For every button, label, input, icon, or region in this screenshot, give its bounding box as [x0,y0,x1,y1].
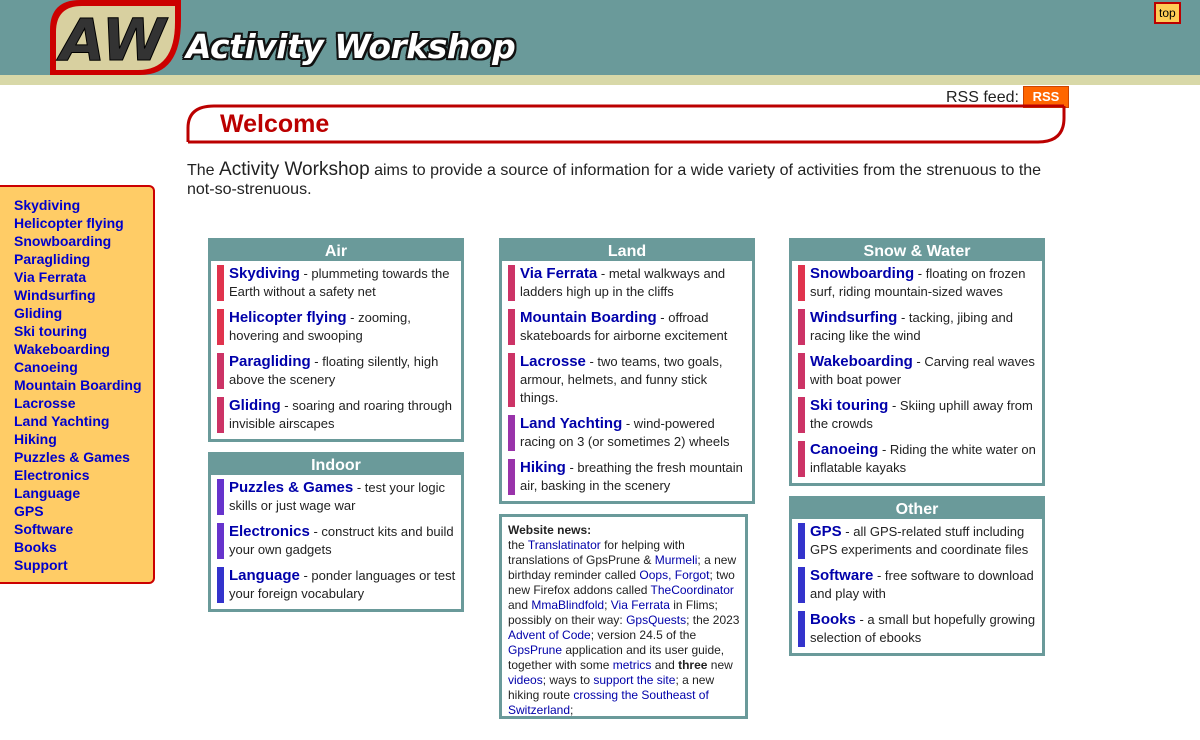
intro-text-post: aims to provide a source of information for a wide variety of activities from the strenuous to the not-so-strenuous. [187,162,1042,198]
color-bar [798,441,805,477]
sidebar-link[interactable]: Electronics [14,467,90,483]
intro-site-name: Activity Workshop [219,159,370,180]
list-item [796,397,1038,433]
color-bar [217,265,224,301]
top-link[interactable]: top [1154,2,1181,24]
activity-desc: - construct kits and build your own gadgets [229,524,454,557]
activity-desc: - test your logic skills or just wage war [229,480,445,513]
activity-desc: - two teams, two goals, armour, helmets, and funny stick things. [520,354,723,405]
news-bold: three [678,658,708,672]
sidebar-item-snowboarding [14,232,153,250]
sidebar-item-helicopter-flying [14,214,153,232]
sidebar-link[interactable]: Via Ferrata [14,269,87,285]
color-bar [508,309,515,345]
activity-desc: - all GPS-related stuff including GPS experiments and coordinate files [810,524,1029,557]
color-bar [217,353,224,389]
site-header [0,0,1200,75]
news-link[interactable]: MmaBlindfold [531,598,605,612]
activity-link[interactable]: Helicopter flying [229,309,347,326]
news-link[interactable]: Oops, Forgot [639,568,710,582]
activity-link[interactable]: Electronics [229,523,310,540]
news-text: and [651,658,679,672]
color-bar [798,353,805,389]
sidebar-link[interactable]: Hiking [14,431,57,447]
activity-link[interactable]: GPS [810,523,842,540]
color-bar [217,479,224,515]
header-strip [0,75,1200,85]
news-text: in Flims; possibly on their way: [508,598,718,627]
activity-link[interactable]: Puzzles & Games [229,479,354,496]
color-bar [508,415,515,451]
sidebar-item-via-ferrata [14,268,153,286]
news-text: ; two new Firefox addons called [508,568,735,597]
sidebar-item-language [14,484,153,502]
list-item [796,265,1038,301]
activity-link[interactable]: Via Ferrata [520,265,598,282]
page-title: Welcome [220,110,330,138]
color-bar [508,353,515,407]
news-link[interactable]: videos [508,673,543,687]
list-item [215,397,457,433]
color-bar [217,309,224,345]
news-link[interactable]: TheCoordinator [650,583,734,597]
activity-desc: - a small but hopefully growing selection of ebooks [810,612,1036,645]
color-bar [508,265,515,301]
list-item [796,353,1038,389]
news-text: for helping with translations of GpsPrune & [508,538,685,567]
sidebar-item-electronics [14,466,153,484]
activity-link[interactable]: Books [810,611,856,628]
list-item [506,353,748,407]
news-text: the [508,538,528,552]
news-link[interactable]: metrics [612,658,652,672]
color-bar [798,523,805,559]
activity-desc: - Carving real waves with boat power [810,354,1035,387]
activity-link[interactable]: Skydiving [229,265,300,282]
activity-desc: - metal walkways and ladders high up in the cliffs [520,266,726,299]
activity-workshop-logo[interactable] [50,0,181,75]
list-item [506,309,748,345]
sidebar-link[interactable]: Ski touring [14,323,88,339]
list-item [796,523,1038,559]
sidebar-item-windsurfing [14,286,153,304]
activity-desc: - soaring and roaring through invisible airscapes [229,398,452,431]
news-text: application and its user guide, together with some [508,643,725,672]
list-item [506,459,748,495]
sidebar-link[interactable]: Language [14,485,81,501]
activity-link[interactable]: Land Yachting [520,415,623,432]
activity-desc: - zooming, hovering and swooping [229,310,411,343]
activity-desc: - Riding the white water on inflatable kayaks [810,442,1036,475]
sidebar-link[interactable]: Land Yachting [14,413,110,429]
news-text: ; [604,598,611,612]
list-item [215,265,457,301]
activity-link[interactable]: Snowboarding [810,265,915,282]
color-bar [217,397,224,433]
intro-text [187,160,1057,199]
activity-link[interactable]: Ski touring [810,397,889,414]
activity-link[interactable]: Software [810,567,874,584]
color-bar [798,397,805,433]
color-bar [798,567,805,603]
activity-desc: - floating on frozen surf, riding mountain-sized waves [810,266,1026,299]
news-link[interactable]: Advent of Code [508,628,591,642]
activity-link[interactable]: Lacrosse [520,353,586,370]
category-box-snow-water [789,238,1045,486]
news-text: and [508,598,532,612]
sidebar-link[interactable]: Lacrosse [14,395,76,411]
site-title[interactable]: Activity Workshop [186,27,516,66]
list-item [506,415,748,451]
activity-desc: - Skiing uphill away from the crowds [810,398,1033,431]
sidebar-item-gliding [14,304,153,322]
sidebar-link[interactable]: Snowboarding [14,233,112,249]
activity-link[interactable]: Language [229,567,300,584]
website-news [499,514,748,719]
list-item [506,265,748,301]
color-bar [798,309,805,345]
activity-link[interactable]: Paragliding [229,353,311,370]
sidebar-item-ski-touring [14,322,153,340]
sidebar-item-wakeboarding [14,340,153,358]
news-heading: Website news: [508,523,592,537]
sidebar-link[interactable]: Support [14,557,68,573]
color-bar [798,265,805,301]
list-item [796,441,1038,477]
activity-link[interactable]: Mountain Boarding [520,309,657,326]
activity-link[interactable]: Hiking [520,459,566,476]
list-item [215,309,457,345]
sidebar-link[interactable]: Helicopter flying [14,215,124,231]
sidebar-item-hiking [14,430,153,448]
box-title: Indoor [211,455,461,475]
activity-desc: - ponder languages or test your foreign vocabulary [229,568,456,601]
sidebar-nav [0,185,155,584]
intro-text-pre: The [187,162,220,179]
news-link[interactable]: Translatinator [527,538,601,552]
news-link[interactable]: support the site [593,673,676,687]
news-link[interactable]: Murmeli [654,553,698,567]
rss-label: RSS feed: [946,89,1019,106]
sidebar-link[interactable]: Gliding [14,305,63,321]
list-item [796,567,1038,603]
news-link[interactable]: GpsQuests [626,613,687,627]
sidebar-link[interactable]: Wakeboarding [14,341,110,357]
category-box-air [208,238,464,442]
news-text: new [707,658,733,672]
activity-desc: - floating silently, high above the scenery [229,354,439,387]
sidebar-item-software [14,520,153,538]
sidebar-link[interactable]: Paragliding [14,251,91,267]
news-link[interactable]: crossing the Southeast of Switzerland [508,688,709,717]
news-link[interactable]: GpsPrune [508,643,563,657]
color-bar [217,567,224,603]
activity-desc: - plummeting towards the Earth without a safety net [229,266,450,299]
color-bar [217,523,224,559]
sidebar-item-paragliding [14,250,153,268]
sidebar-item-canoeing [14,358,153,376]
box-title: Land [502,241,752,261]
activity-link[interactable]: Gliding [229,397,281,414]
sidebar-item-skydiving [14,196,153,214]
rss-feed-button[interactable]: RSS [1023,86,1069,108]
news-text: ; a new hiking route [508,673,715,702]
category-box-indoor [208,452,464,612]
box-title: Air [211,241,461,261]
list-item [215,479,457,515]
news-text: ; [570,703,574,717]
box-title: Snow & Water [792,241,1042,261]
activity-desc: - offroad skateboards for airborne excitement [520,310,728,343]
sidebar-link[interactable]: Skydiving [14,197,81,213]
activity-desc: - breathing the fresh mountain air, basking in the scenery [520,460,743,493]
list-item [215,353,457,389]
color-bar [508,459,515,495]
news-text: ; the 2023 [686,613,740,627]
list-item [215,567,457,603]
sidebar-link[interactable]: Canoeing [14,359,78,375]
sidebar-item-books [14,538,153,556]
activity-desc: - free software to download and play with [810,568,1034,601]
box-title: Other [792,499,1042,519]
sidebar-item-land-yachting [14,412,153,430]
sidebar-item-lacrosse [14,394,153,412]
sidebar-item-support [14,556,153,574]
sidebar-link[interactable]: Software [14,521,74,537]
activity-desc: - wind-powered racing on 3 (or sometimes 2) wheels [520,416,730,449]
sidebar-link[interactable]: Mountain Boarding [14,377,142,393]
activity-desc: - tacking, jibing and racing like the wind [810,310,1013,343]
list-item [215,523,457,559]
color-bar [798,611,805,647]
sidebar-item-gps [14,502,153,520]
sidebar-link[interactable]: Windsurfing [14,287,96,303]
category-box-other [789,496,1045,656]
sidebar-link[interactable]: Books [14,539,57,555]
list-item [796,611,1038,647]
svg-text:AW: AW [60,6,166,74]
activity-link[interactable]: Wakeboarding [810,353,913,370]
news-link[interactable]: Via Ferrata [610,598,670,612]
category-box-land [499,238,755,504]
list-item [796,309,1038,345]
sidebar-link[interactable]: Puzzles & Games [14,449,130,465]
news-text: ; version 24.5 of the [590,628,697,642]
news-text: ; ways to [542,673,594,687]
sidebar-link[interactable]: GPS [14,503,44,519]
sidebar-item-puzzles-games [14,448,153,466]
news-text: ; a new birthday reminder called [508,553,737,582]
activity-link[interactable]: Canoeing [810,441,879,458]
sidebar-item-mountain-boarding [14,376,153,394]
activity-link[interactable]: Windsurfing [810,309,898,326]
